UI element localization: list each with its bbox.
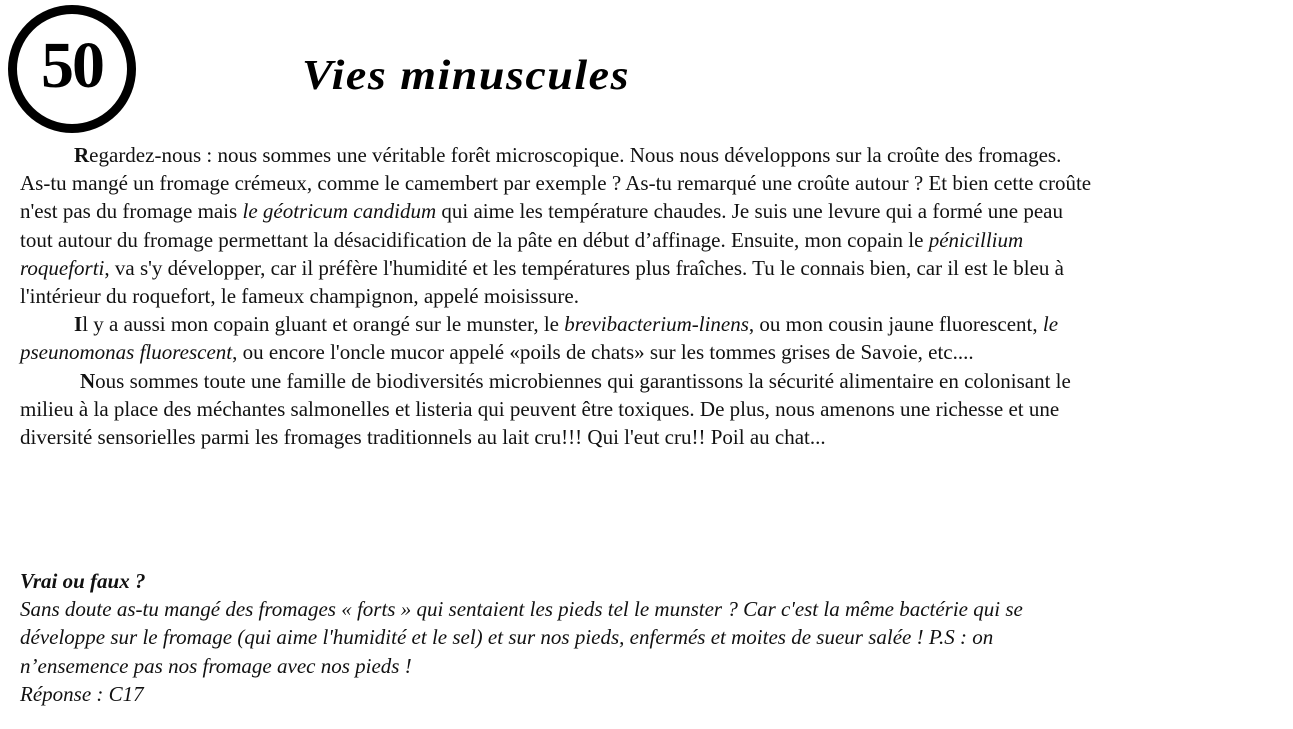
paragraph-3-text: ous sommes toute une famille de biodiversités microbiennes qui garantissons la sécurité alimentaire en colonisant le milieu à la place des méchantes salmonelles et listeria qui peuvent être toxiques. De plus, nous amenons une richesse et une diversité sensorielles parmi les fromages traditionnels au lait cru!!! Qui l'eut cru!! Poil au chat...: [20, 368, 1071, 450]
species-brevibacterium: brevibacterium-linens: [564, 312, 749, 337]
paragraph-2-text-b: , ou mon cousin jaune fluorescent,: [748, 312, 1043, 337]
body-text: [20, 141, 1095, 451]
paragraph-2-initial: I: [74, 312, 83, 337]
quiz-title: Vrai ou faux ?: [20, 569, 146, 593]
paragraph-1-initial: R: [74, 143, 90, 167]
quiz-section: [20, 567, 1095, 708]
paragraph-1-text-a: egardez-nous : nous sommes une véritable forêt microscopique. Nous nous développons sur la croûte des fromages. As-tu mangé un fromage crémeux, comme le camembert par exemple ? As-tu remarqué une croûte autour ? Et bien cette croûte n'est pas du fromage mais: [20, 143, 1092, 224]
paragraph-3-initial: N: [80, 368, 96, 393]
paragraph-1-text-c: , va s'y développer, car il préfère l'humidité et les températures plus fraîches. Tu le connais bien, car il est le bleu à l'intérieur du roquefort, le fameux champignon, appelé moisissure.: [20, 255, 1064, 309]
species-geotricum: le géotricum candidum: [242, 199, 437, 224]
paragraph-2: [20, 310, 1095, 366]
paragraph-1: [20, 141, 1095, 310]
paragraph-2-text-c: , ou encore l'oncle mucor appelé «poils de chats» sur les tommes grises de Savoie, etc....: [232, 340, 974, 365]
page-title: Vies minuscules: [302, 51, 630, 99]
page-number: 50: [41, 29, 103, 102]
paragraph-1-text-b: qui aime les température chaudes. Je suis une levure qui a formé une peau tout autour du fromage permettant la désacidification de la pâte en début d’affinage. Ensuite, mon copain le: [20, 199, 1063, 252]
species-penicillium: pénicillium roqueforti: [20, 227, 1024, 280]
quiz-answer: Réponse : C17: [20, 681, 144, 706]
paragraph-2-text-a: l y a aussi mon copain gluant et orangé sur le munster, le: [82, 312, 565, 337]
quiz-text: Sans doute as-tu mangé des fromages « forts » qui sentaient les pieds tel le munster ? Car c'est la même bactérie qui se développe sur le fromage (qui aime l'humidité et le sel) et sur nos pieds, enfermés et moites de sueur salée ! P.S : on n’ensemence pas nos fromage avec nos pieds !: [20, 597, 1023, 678]
paragraph-3: [20, 367, 1095, 452]
species-pseunomonas: le pseunomonas fluorescent: [20, 312, 1059, 365]
page-number-badge: [8, 5, 136, 133]
